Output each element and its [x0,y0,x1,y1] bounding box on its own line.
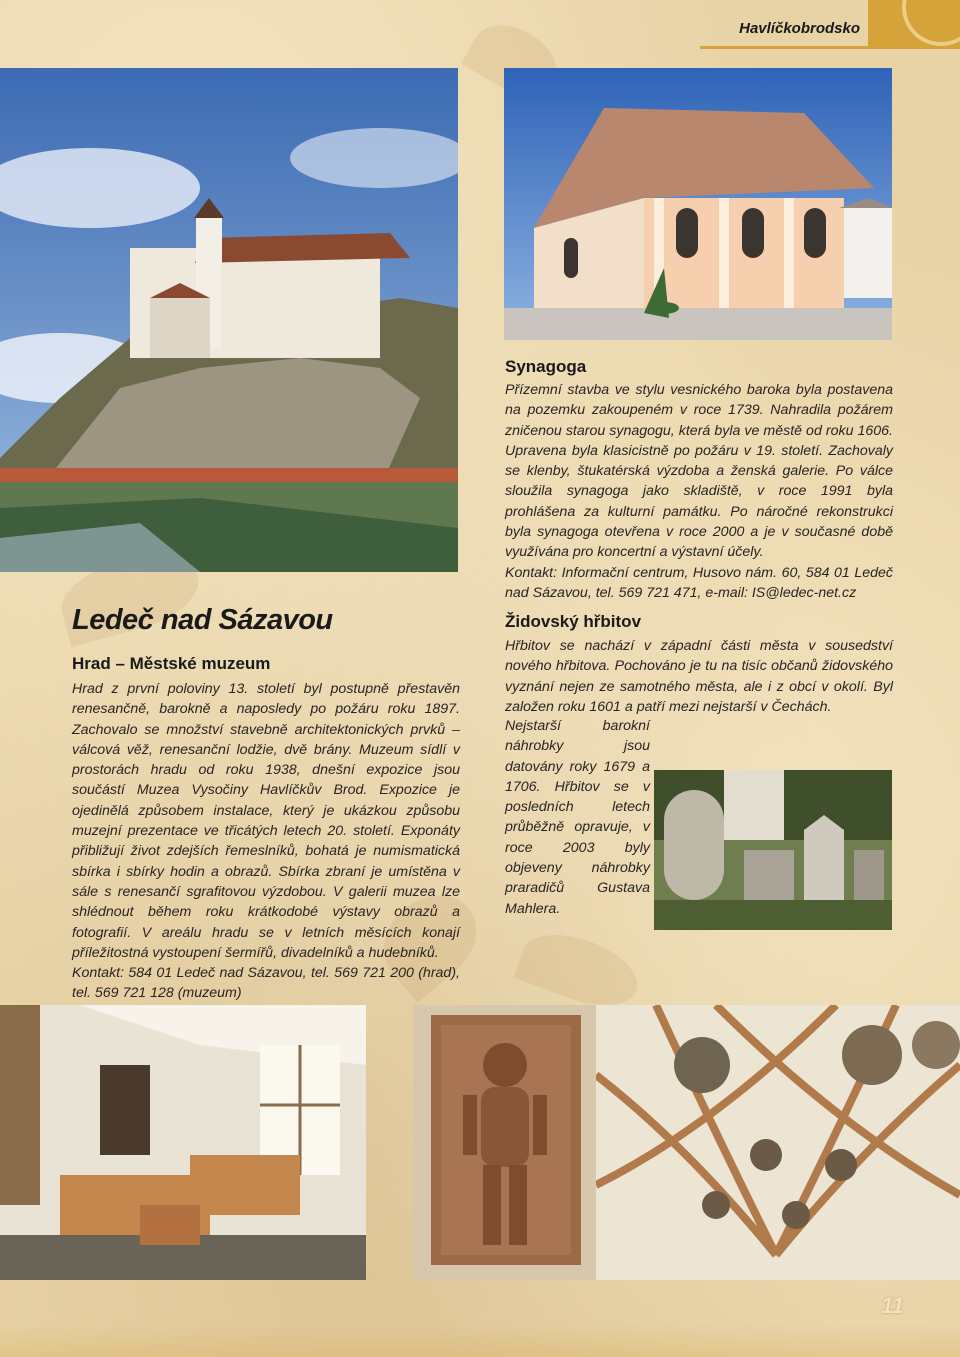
synagogue-photo [504,68,892,340]
synagogue-description: Přízemní stavba ve stylu vesnického baroka byla postavena na pozemku zakoupeném v roce 1739. Nahradila požárem zničenou starou synagogu, která byla ve městě od roku 1606. Upravena byla klasicistně po požáru v 19. století. Zachovaly se klenby, štukatérská výzdoba a ženská galerie. Po válce sloužila synagoga jako skladiště, v roce 1991 byla prohlášena za kulturní památku. Po náročné rekonstrukci byla synagoga otevřena v roce 2000 a je v současné době využívána pro koncertní a výstavní účely. [505,382,893,561]
cemetery-description: Hřbitov se nachází v západní části města v sousedství nového hřbitova. Pochováno je tu na tisíc občanů židovského vyznání nejen ze samotného města, ale i z obcí v okolí. Byl založen roku 1601 a patří mezi nejstarší v Čechách. [505,638,893,715]
castle-heading: Hrad – Městské muzeum [72,654,271,673]
page-number: 11 [881,1293,904,1318]
header-tab-ornament [868,0,960,46]
castle-contact: Kontakt: 584 01 Ledeč nad Sázavou, tel. 569 721 200 (hrad), tel. 569 721 128 (muzeum) [72,965,460,1002]
castle-text-block [72,679,460,1004]
header-rule [700,46,960,49]
synagogue-heading: Synagoga [505,357,587,376]
town-title: Ledeč nad Sázavou [72,604,333,636]
vaulted-ceiling-photo [596,1005,960,1280]
cemetery-description-side: Nejstarší barokní náhrobky jsou datovány roky 1679 a 1706. Hřbitov se v posledních letech průběžně opravuje, v roce 2003 byly objeveny náhrobky praradičů Gustava Mahlera. [505,718,650,917]
cemetery-heading: Židovský hřbitov [505,612,642,631]
synagogue-text-block [505,380,893,603]
cemetery-photo [654,770,892,930]
region-title: Havlíčkobrodsko [739,20,860,37]
castle-photo [0,68,458,572]
castle-description: Hrad z první poloviny 13. století byl postupně přestavěn renesančně, barokně a naposledy po požáru roku 1897. Zachovalo se množství stavebně architektonických prvků – válcová věž, renesanční lodžie, dvě brány. Muzeum sídlí v prostorách hradu od roku 1938, dnešní expozice jsou součástí Muzea Vysočiny Havlíčkův Brod. Expozice je ojedinělá způsobem instalace, který je ukázkou způsobu muzejní prezentace ve třicátých letech 20. století. Exponáty přibližují život zdejších řemeslníků, bohatá je numismatická sbírka i sbírky hodin a obrazů. Sbírka zbraní je umístěna v sále s renesančí sgrafitovou výzdobou. V galerii muzea lze shlédnout během roku krátkodobé výstavy obrazů a fotografií. V areálu hradu se v letních měsících konají příležitostná vystoupení šermířů, divadelníků a hudebníků. [72,681,460,961]
footer-band [0,1323,960,1357]
synagogue-contact: Kontakt: Informační centrum, Husovo nám. 60, 584 01 Ledeč nad Sázavou, tel. 569 721 471, e-mail: IS@ledec-net.cz [505,564,893,601]
tombstone-relief-photo [413,1005,597,1280]
museum-interior-photo [0,1005,366,1280]
